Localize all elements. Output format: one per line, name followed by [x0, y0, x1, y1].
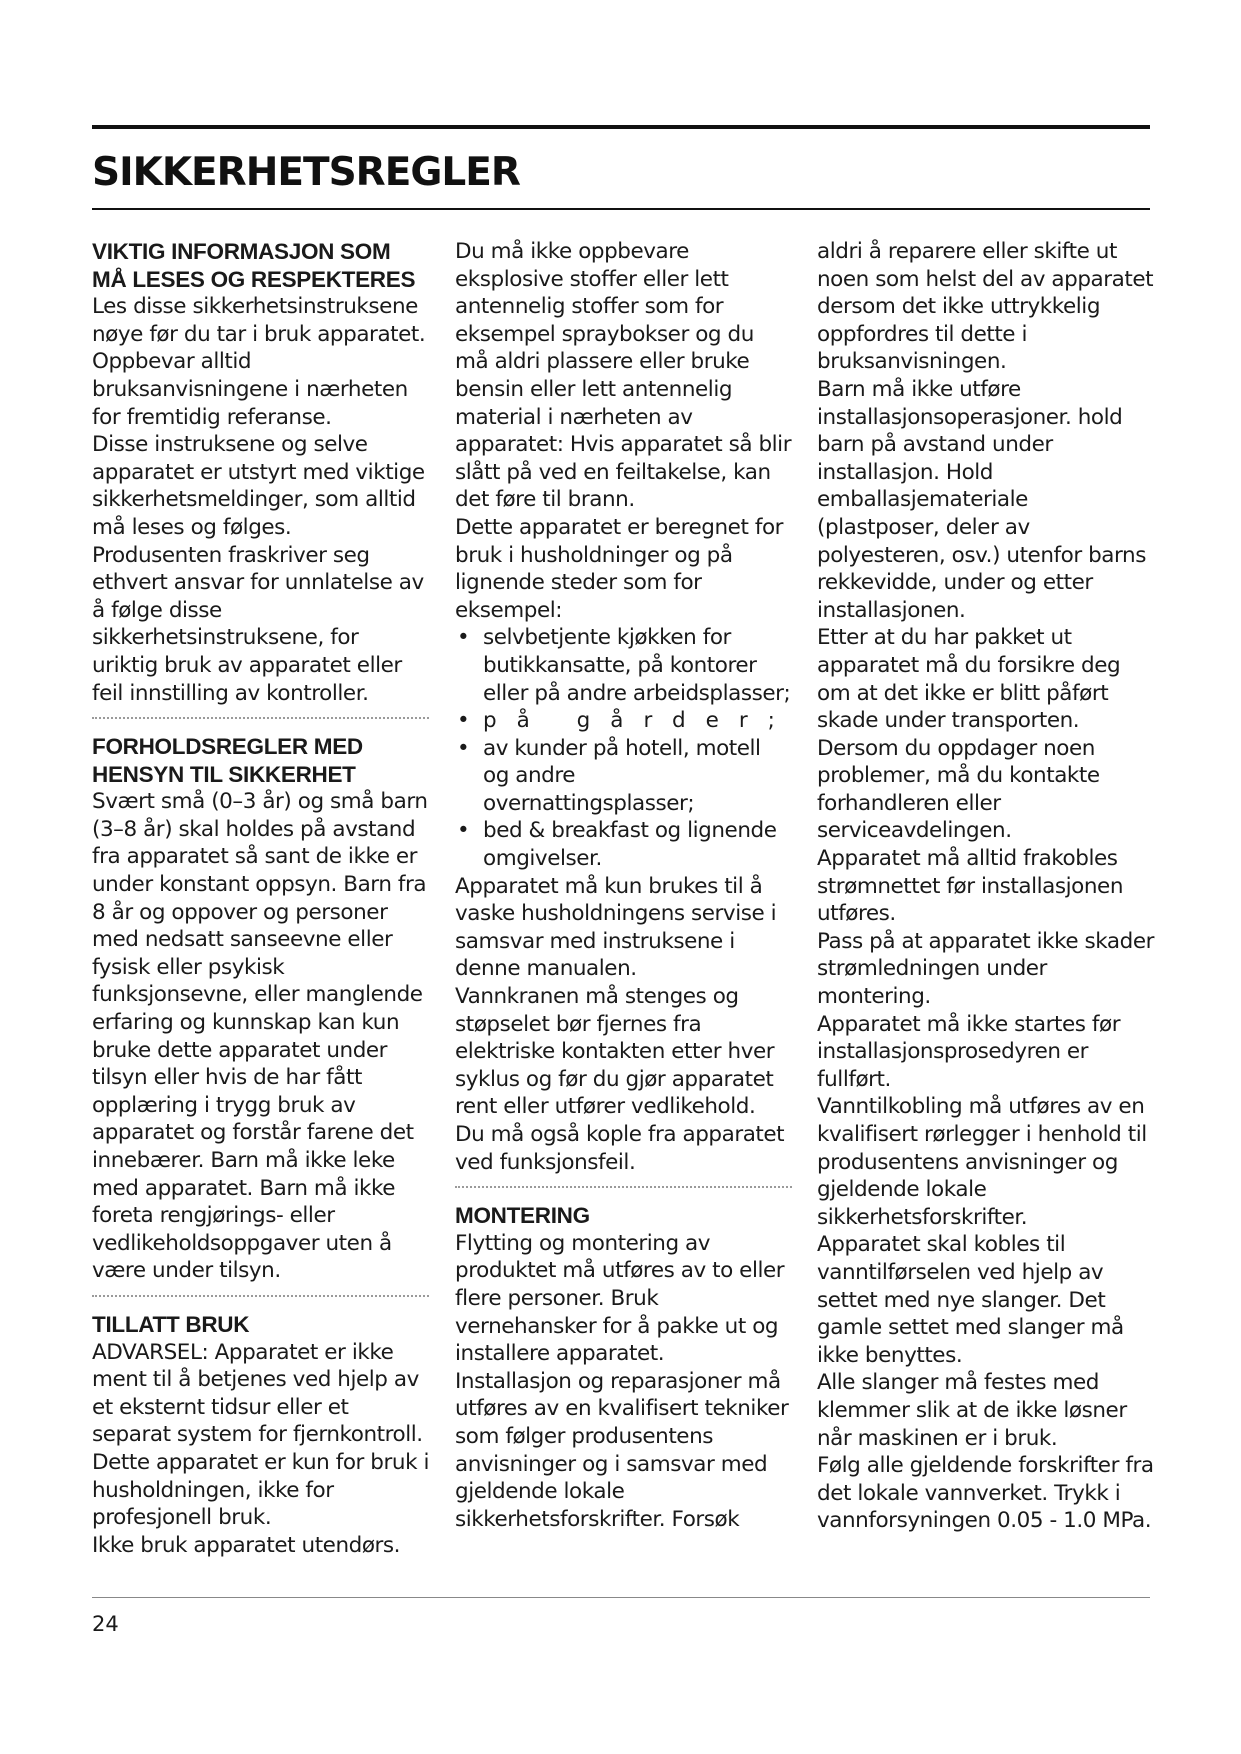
paragraph: Barn må ikke utføre installasjonsoperasjoner. hold barn på avstand under installasjon. Hold emballasjemateriale (plastposer, deler av polyesteren, osv.) utenfor barns rekkevidde, under og etter installasjonen.	[817, 376, 1146, 623]
paragraph: Apparatet må ikke startes før installasjonsprosedyren er fullført.	[817, 1011, 1121, 1092]
paragraph: Dersom du oppdager noen problemer, må du kontakte forhandleren eller serviceavdelingen.	[817, 735, 1100, 844]
paragraph: Les disse sikkerhetsinstruksene nøye før du tar i bruk apparatet.	[92, 294, 426, 347]
list-item: • bed & breakfast og lignende omgivelser.	[455, 817, 792, 872]
section-heading-safety-precautions: FORHOLDSREGLER MED HENSYN TIL SIKKERHET	[92, 734, 363, 787]
paragraph: Pass på at apparatet ikke skader strømledningen under montering.	[817, 928, 1155, 1010]
paragraph: Dette apparatet er beregnet for bruk i husholdninger og på lignende steder som for eksempel:	[455, 514, 784, 623]
section-divider	[455, 1186, 792, 1188]
column-1	[92, 238, 429, 1559]
paragraph: Apparatet må alltid frakobles strømnettet før installasjonen utføres.	[817, 846, 1124, 927]
paragraph: Apparatet skal kobles til vanntilførselen ved hjelp av settet med nye slanger. Det gamle settet med slanger må ikke benyttes.	[817, 1232, 1124, 1368]
column-2	[455, 238, 795, 1533]
list-item: • av kunder på hotell, motell og andre overnattingsplasser;	[455, 735, 792, 818]
title-rule	[92, 208, 1150, 210]
paragraph: Etter at du har pakket ut apparatet må du forsikre deg om at det ikke er blitt påført skade under transporten.	[817, 625, 1121, 734]
paragraph: Oppbevar alltid bruksanvisningene i nærheten for fremtidig referanse.	[92, 349, 408, 430]
paragraph: Disse instruksene og selve apparatet er utstyrt med viktige sikkerhetsmeldinger, som alltid må leses og følges.	[92, 432, 425, 540]
footer-rule	[92, 1597, 1150, 1598]
paragraph: Alle slanger må festes med klemmer slik at de ikke løsner når maskinen er i bruk.	[817, 1370, 1127, 1451]
paragraph: aldri å reparere eller skifte ut noen som helst del av apparatet dersom det ikke uttrykkelig oppfordres til dette i bruksanvisningen.	[817, 239, 1154, 375]
paragraph: Produsenten fraskriver seg ethvert ansvar for unnlatelse av å følge disse sikkerhetsinstruksene, for uriktig bruk av apparatet eller feil innstilling av kontroller.	[92, 542, 424, 706]
paragraph: Ikke bruk apparatet utendørs.	[92, 1532, 401, 1558]
paragraph: Følg alle gjeldende forskrifter fra det lokale vannverket. Trykk i vannforsyningen 0.05 - 1.0 MPa.	[817, 1453, 1154, 1534]
paragraph: Svært små (0–3 år) og små barn (3–8 år) skal holdes på avstand fra apparatet så sant de ikke er under konstant oppsyn. Barn fra 8 år og oppover og personer med nedsatt sanseevne eller fysisk eller psykisk funksjonsevne, eller manglende erfaring og kunnskap kan kun bruke dette apparatet under tilsyn eller hvis de har fått opplæring i trygg bruk av apparatet og forstår farene det innebærer. Barn må ikke leke med apparatet. Barn må ikke foreta rengjørings- eller vedlikeholdsoppgaver uten å være under tilsyn.	[92, 789, 428, 1284]
paragraph: Apparatet må kun brukes til å vaske husholdningens servise i samsvar med instruksene i denne manualen.	[455, 873, 777, 982]
paragraph: Du må også kople fra apparatet ved funksjonsfeil.	[455, 1122, 785, 1175]
paragraph: Dette apparatet er kun for bruk i husholdningen, ikke for profesjonell bruk.	[92, 1449, 429, 1531]
paragraph: Installasjon og reparasjoner må utføres av en kvalifisert tekniker som følger produsentens anvisninger og i samsvar med gjeldende lokale sikkerhetsforskrifter. Forsøk	[455, 1368, 789, 1532]
top-rule	[92, 125, 1150, 129]
paragraph: Du må ikke oppbevare eksplosive stoffer eller lett antennelig stoffer som for eksempel spraybokser og du må aldri plassere eller bruke bensin eller lett antennelig material i nærheten av apparatet: Hvis apparatet så blir slått på ved en feiltakelse, kan det føre til brann.	[455, 239, 792, 513]
paragraph: ADVARSEL: Apparatet er ikke ment til å betjenes ved hjelp av et eksternt tidsur eller et separat system for fjernkontroll.	[92, 1339, 423, 1448]
section-heading-installation: MONTERING	[455, 1203, 590, 1229]
section-divider	[92, 717, 429, 719]
page-number: 24	[92, 1612, 119, 1636]
usage-location-list	[455, 624, 795, 872]
paragraph: Vannkranen må stenges og støpselet bør fjernes fra elektriske kontakten etter hver syklus og før du gjør apparatet rent eller utfører vedlikehold.	[455, 984, 775, 1120]
list-item: • på gårder;	[455, 707, 792, 735]
section-heading-important-info: VIKTIG INFORMASJON SOM MÅ LESES OG RESPEKTERES	[92, 239, 416, 292]
paragraph: Flytting og montering av produktet må utføres av to eller flere personer. Bruk vernehansker for å pakke ut og installere apparatet.	[455, 1230, 785, 1367]
section-heading-permitted-use: TILLATT BRUK	[92, 1311, 250, 1337]
paragraph: Vanntilkobling må utføres av en kvalifisert rørlegger i henhold til produsentens anvisninger og gjeldende lokale sikkerhetsforskrifter.	[817, 1094, 1147, 1230]
column-3	[817, 238, 1155, 1535]
page-title: SIKKERHETSREGLER	[92, 150, 520, 195]
list-item: • selvbetjente kjøkken for butikkansatte, på kontorer eller på andre arbeidsplasser;	[455, 624, 792, 707]
section-divider	[92, 1295, 429, 1297]
